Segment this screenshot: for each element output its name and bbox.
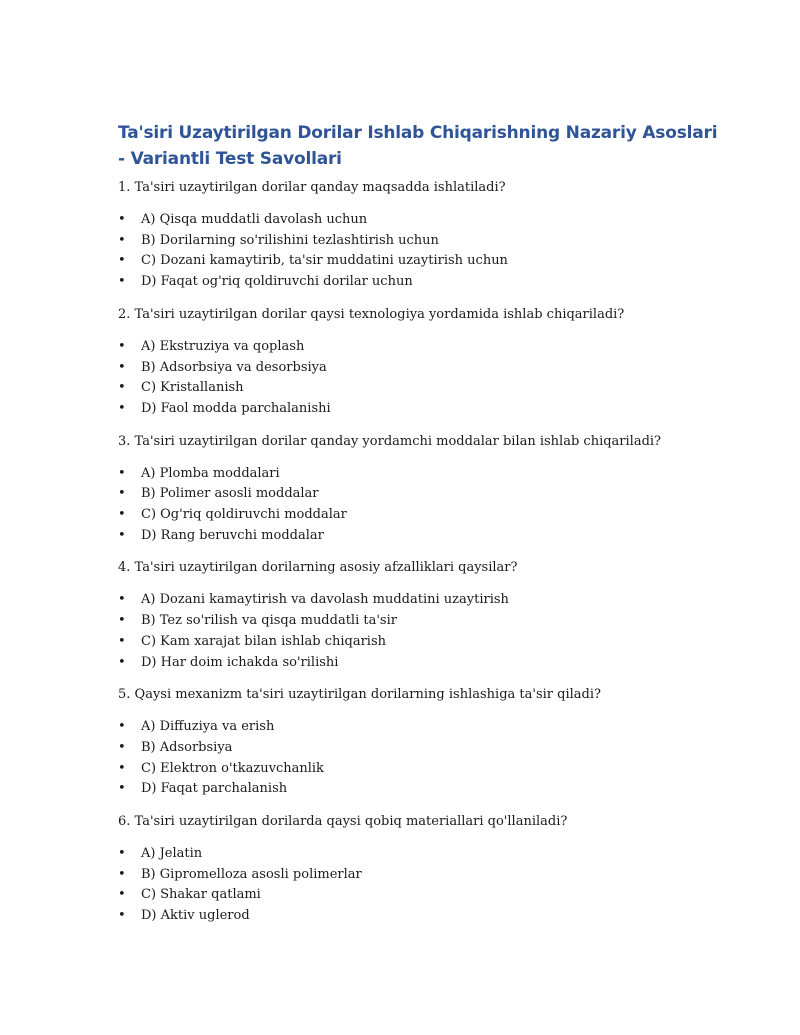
question-text: 5. Qaysi mexanizm ta'siri uzaytirilgan dorilarning ishlashiga ta'sir qiladi? [118, 687, 601, 703]
question-list [118, 178, 718, 927]
bullet-icon: • [118, 613, 126, 629]
option-item [118, 505, 718, 526]
question-text: 4. Ta'siri uzaytirilgan dorilarning asosiy afzalliklari qaysilar? [118, 560, 518, 576]
option-item [118, 653, 718, 674]
question-text: 2. Ta'siri uzaytirilgan dorilar qaysi texnologiya yordamida ishlab chiqariladi? [118, 306, 625, 322]
option-text: C) Og'riq qoldiruvchi moddalar [141, 507, 347, 523]
bullet-icon: • [118, 654, 126, 670]
option-text: B) Adsorbsiya va desorbsiya [141, 359, 327, 375]
option-item [118, 590, 718, 611]
option-text: D) Faol modda parchalanishi [141, 400, 331, 416]
option-text: A) Dozani kamaytirish va davolash muddatini uzaytirish [141, 592, 509, 608]
bullet-icon: • [118, 866, 126, 882]
option-text: D) Har doim ichakda so'rilishi [141, 654, 339, 670]
option-text: C) Shakar qatlami [141, 887, 261, 903]
option-text: D) Faqat parchalanish [141, 781, 288, 797]
option-text: B) Tez so'rilish va qisqa muddatli ta'sir [141, 613, 397, 629]
question-text: 3. Ta'siri uzaytirilgan dorilar qanday yordamchi moddalar bilan ishlab chiqariladi? [118, 433, 662, 449]
bullet-icon: • [118, 633, 126, 649]
bullet-icon: • [118, 253, 126, 269]
option-item [118, 885, 718, 906]
option-item [118, 906, 718, 927]
option-text: C) Elektron o'tkazuvchanlik [141, 760, 324, 776]
bullet-icon: • [118, 781, 126, 797]
option-text: D) Aktiv uglerod [141, 908, 250, 924]
question-text: 1. Ta'siri uzaytirilgan dorilar qanday maqsadda ishlatiladi? [118, 180, 506, 195]
bullet-icon: • [118, 212, 126, 227]
question-block [118, 812, 718, 927]
option-list [118, 717, 718, 800]
bullet-icon: • [118, 908, 126, 924]
question-block [118, 685, 718, 800]
option-item [118, 231, 718, 252]
bullet-icon: • [118, 486, 126, 502]
option-item [118, 844, 718, 865]
option-text: A) Plomba moddalari [141, 465, 280, 481]
question-text: 6. Ta'siri uzaytirilgan dorilarda qaysi qobiq materiallari qo'llaniladi? [118, 814, 568, 830]
option-item [118, 526, 718, 547]
option-list [118, 337, 718, 420]
bullet-icon: • [118, 338, 126, 354]
option-text: A) Qisqa muddatli davolash uchun [141, 212, 368, 227]
option-item [118, 738, 718, 759]
option-item [118, 611, 718, 632]
bullet-icon: • [118, 232, 126, 248]
option-item [118, 378, 718, 399]
option-list [118, 590, 718, 673]
option-text: C) Kristallanish [141, 380, 244, 396]
bullet-icon: • [118, 380, 126, 396]
bullet-icon: • [118, 719, 126, 735]
option-list [118, 464, 718, 547]
option-item [118, 399, 718, 420]
question-block [118, 178, 718, 293]
document-page [118, 120, 718, 939]
bullet-icon: • [118, 359, 126, 375]
option-item [118, 632, 718, 653]
option-item [118, 865, 718, 886]
option-text: A) Jelatin [141, 846, 203, 862]
option-text: A) Diffuziya va erish [141, 719, 275, 735]
document-title: Ta'siri Uzaytirilgan Dorilar Ishlab Chiqarishning Nazariy Asoslari - Variantli Test Savollari [118, 123, 718, 169]
option-item [118, 464, 718, 485]
bullet-icon: • [118, 739, 126, 755]
bullet-icon: • [118, 507, 126, 523]
option-text: A) Ekstruziya va qoplash [141, 338, 305, 354]
question-block [118, 558, 718, 673]
option-text: B) Adsorbsiya [141, 739, 233, 755]
option-text: C) Dozani kamaytirib, ta'sir muddatini uzaytirish uchun [141, 253, 508, 269]
option-text: B) Gipromelloza asosli polimerlar [141, 866, 362, 882]
bullet-icon: • [118, 400, 126, 416]
option-text: C) Kam xarajat bilan ishlab chiqarish [141, 633, 387, 649]
option-list [118, 844, 718, 927]
option-text: B) Dorilarning so'rilishini tezlashtirish uchun [141, 232, 439, 248]
question-block [118, 305, 718, 420]
option-item [118, 484, 718, 505]
option-text: D) Rang beruvchi moddalar [141, 527, 324, 543]
option-item [118, 358, 718, 379]
option-item [118, 759, 718, 780]
option-text: B) Polimer asosli moddalar [141, 486, 319, 502]
option-list [118, 210, 718, 293]
bullet-icon: • [118, 592, 126, 608]
option-item [118, 272, 718, 293]
bullet-icon: • [118, 846, 126, 862]
option-item [118, 210, 718, 231]
option-item [118, 717, 718, 738]
option-item [118, 779, 718, 800]
option-item [118, 337, 718, 358]
bullet-icon: • [118, 887, 126, 903]
bullet-icon: • [118, 760, 126, 776]
option-text: D) Faqat og'riq qoldiruvchi dorilar uchun [141, 274, 413, 290]
question-block [118, 432, 718, 547]
bullet-icon: • [118, 527, 126, 543]
bullet-icon: • [118, 274, 126, 290]
option-item [118, 251, 718, 272]
bullet-icon: • [118, 465, 126, 481]
